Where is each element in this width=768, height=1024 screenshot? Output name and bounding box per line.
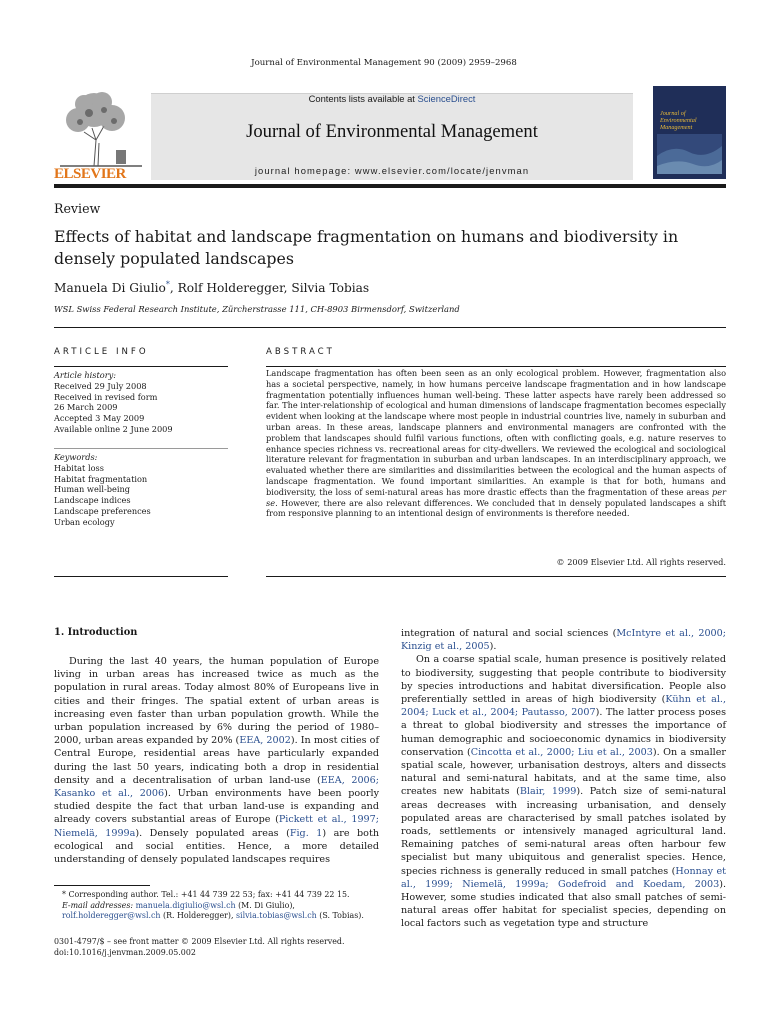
masthead-divider (54, 184, 726, 188)
body-column-right (401, 627, 726, 931)
sciencedirect-link[interactable]: ScienceDirect (417, 93, 476, 104)
history-line: 26 March 2009 (54, 402, 118, 413)
body-text: On a coarse spatial scale, human presence is positively related to biodiversity, suggesting that people contribute to biodiversity by species introductions and habitat diversification. People also preferentially settled in areas of high biodiversity ( (401, 654, 726, 706)
abstract-text-part: . However, there are also relevant differences. We concluded that in densely populated landscapes a shift from responsive planning to an intentional design of environments is therefore needed. (266, 497, 726, 519)
abstract-rule-bottom (266, 576, 726, 577)
body-text: ) are both ecological and social entities. Hence, a more detailed understanding of densely populated landscapes requires (54, 827, 379, 866)
article-info-rule-top (54, 366, 228, 367)
co-author-names: , Rolf Holderegger, Silvia Tobias (169, 281, 370, 296)
abstract-text (266, 368, 726, 519)
abstract-text-part: Landscape fragmentation has often been seen as an only ecological problem. However, fragmentation also has a societal perspective, namely, in how humans perceive landscape fragmentation and in how landscape fragmentation potentially influences human well-being. These latter aspects have rarely been addressed so far. The inter-relationship of ecological and human dimensions of landscape fragmentation becomes especially evident when looking at the landscape where most people in industrial countries live, namely in suburban and urban areas. In these areas, landscape planners and environmental managers are confronted with the problem that landscapes should fulfil various functions, often with conflicting goals, e.g. nature reserves to enhance species richness vs. recreational areas for city-dwellers. We reviewed the ecological and sociological literature relevant for fragmentation in suburban and urban landscapes. In an interdisciplinary approach, we evaluated whether there are similarities and dissimilarities between the ecological and the human aspects of landscape fragmentation. We found important similarities. An example is that for both, humans and biodiversity, the loss of semi-natural areas has more drastic effects than the fragmentation of these areas (266, 368, 726, 497)
body-text: ). (489, 641, 497, 653)
email-link[interactable]: manuela.digiulio@wsl.ch (135, 900, 236, 910)
footnote-text: (S. Tobias). (316, 911, 364, 921)
footnote-text: (M. Di Giulio), (235, 900, 295, 910)
history-label: Article history: (54, 370, 116, 380)
citation-link[interactable]: Cincotta et al., 2000; Liu et al., 2003 (470, 746, 653, 758)
journal-citation: Journal of Environmental Management 90 (2009) 2959–2968 (251, 58, 517, 68)
body-paragraph (401, 653, 726, 930)
journal-title: Journal of Environmental Management (246, 121, 538, 142)
keyword: Human well-being (54, 484, 131, 495)
abstract-rule-top (266, 366, 726, 367)
email-label: E-mail addresses: (62, 900, 136, 910)
body-text: integration of natural and social sciences ( (401, 628, 617, 639)
keyword: Landscape indices (54, 495, 131, 506)
abstract-copyright: © 2009 Elsevier Ltd. All rights reserved. (556, 557, 726, 567)
keyword: Habitat fragmentation (54, 473, 148, 484)
footnote-line (54, 890, 379, 901)
section-heading-introduction: 1. Introduction (54, 627, 138, 638)
citation-link[interactable]: EEA, 2002 (239, 735, 291, 747)
author-affiliation: WSL Swiss Federal Research Institute, Zürcherstrasse 111, CH-8903 Birmensdorf, Switzerland (54, 304, 460, 314)
citation-link[interactable]: Pickett et al., 1997; Niemelä, 1999a (54, 814, 379, 839)
footnote-mark: * (62, 890, 66, 899)
body-text: ). However, some studies indicated that also small patches of semi-natural areas offer habitat for specialist species, depending on local factors such as vegetation type and structure (401, 878, 726, 930)
history-line: Received in revised form (54, 391, 158, 402)
history-line: Available online 2 June 2009 (54, 423, 173, 434)
keywords-label: Keywords: (54, 452, 98, 462)
body-text: ). Patch size of semi-natural areas decreases with increasing urbanisation, and densely populated areas are characterised by small patches isolated by roads, settlements or intensively managed agricultural land. Remaining patches of semi-natural areas often harbour few specialist but many ubiquitous and generalist species. Hence, species richness is generally reduced in small patches ( (401, 786, 727, 877)
body-column-left (54, 655, 379, 866)
body-text: ). Urban environments have been poorly studied despite the fact that urban land-use is expanding and already covers substantial areas of Europe ( (54, 788, 379, 826)
contents-prefix: Contents lists available at (308, 93, 418, 104)
body-paragraph (54, 655, 379, 866)
citation-link[interactable]: McIntyre et al., 2000; Kinzig et al., 2005 (401, 628, 726, 653)
article-info-separator (54, 448, 228, 449)
keyword: Urban ecology (54, 516, 115, 527)
abstract-italic-term: per se (266, 486, 726, 508)
figure-link[interactable]: Fig. 1 (289, 827, 323, 839)
article-info-heading: ARTICLE INFO (54, 347, 149, 357)
body-text: During the last 40 years, the human population of Europe living in urban areas has increased twice as much as the population in rural areas. Today almost 80% of Europeans live in cities and their fringes. The spatial extent of urban areas is increasing even faster than urban population growth. While the urban population increased by 6% during the period of 1980–2000, urban areas expanded by 20% ( (54, 656, 379, 747)
body-paragraph (401, 627, 726, 653)
article-info-rule-bottom (54, 576, 228, 577)
email-link[interactable]: silvia.tobias@wsl.ch (236, 911, 317, 921)
body-text: ). Densely populated areas ( (135, 827, 290, 839)
author-name: Manuela Di Giulio (54, 281, 166, 296)
keyword: Habitat loss (54, 462, 104, 473)
history-line: Accepted 3 May 2009 (54, 413, 145, 424)
keywords-block (54, 452, 228, 528)
article-type: Review (54, 201, 101, 216)
body-text: ). In most cities of Central Europe, residential areas have particularly expanded during the last 50 years, indicating both a drop in residential density and a decentralisation of urban land-use ( (54, 735, 379, 786)
issn-doi-block (54, 936, 379, 958)
citation-link[interactable]: Honnay et al., 1999; Niemelä, 1999a; Godefroid and Koedam, 2003 (401, 865, 726, 890)
article-title: Effects of habitat and landscape fragmentation on humans and biodiversity in densely populated landscapes (54, 227, 679, 268)
abstract-heading: ABSTRACT (266, 347, 335, 357)
doi-line[interactable]: doi:10.1016/j.jenvman.2009.05.002 (54, 948, 196, 957)
journal-homepage: journal homepage: www.elsevier.com/locate/jenvman (254, 165, 530, 176)
history-line: Received 29 July 2008 (54, 380, 147, 391)
cover-title: Journal of Environmental Management (660, 110, 697, 131)
citation-link[interactable]: EEA, 2006; Kasanko et al., 2006 (54, 774, 379, 800)
footnote-text: (R. Holderegger), (160, 911, 236, 921)
article-history (54, 370, 228, 435)
keyword: Landscape preferences (54, 505, 151, 516)
affiliation-divider (54, 327, 726, 328)
issn-line: 0301-4797/$ – see front matter © 2009 Elsevier Ltd. All rights reserved. (54, 937, 345, 946)
footnote-line (54, 901, 379, 922)
citation-link[interactable]: Blair, 1999 (519, 786, 577, 798)
body-text: ). On a smaller spatial scale, however, urbanisation destroys, alters and dissects natural and semi-natural habitats, and at the same time, also creates new habitats ( (401, 746, 726, 798)
body-text: ). The latter process poses a threat to global biodiversity and stresses the importance of human demographic and socioeconomic dynamics in biodiversity conservation ( (401, 707, 726, 758)
email-link[interactable]: rolf.holderegger@wsl.ch (62, 911, 161, 921)
footnote-contact: Corresponding author. Tel.: +41 44 739 22 53; fax: +41 44 739 22 15. (65, 890, 350, 899)
publisher-wordmark: ELSEVIER (54, 166, 126, 182)
journal-cover-thumbnail (653, 86, 726, 179)
corresponding-author-mark[interactable]: * (165, 280, 170, 289)
footnote-divider (54, 885, 150, 886)
contents-availability (151, 93, 633, 104)
author-list (54, 280, 369, 295)
corresponding-author-footnote (54, 890, 379, 922)
citation-link[interactable]: Kühn et al., 2004; Luck et al., 2004; Pautasso, 2007 (401, 694, 726, 719)
